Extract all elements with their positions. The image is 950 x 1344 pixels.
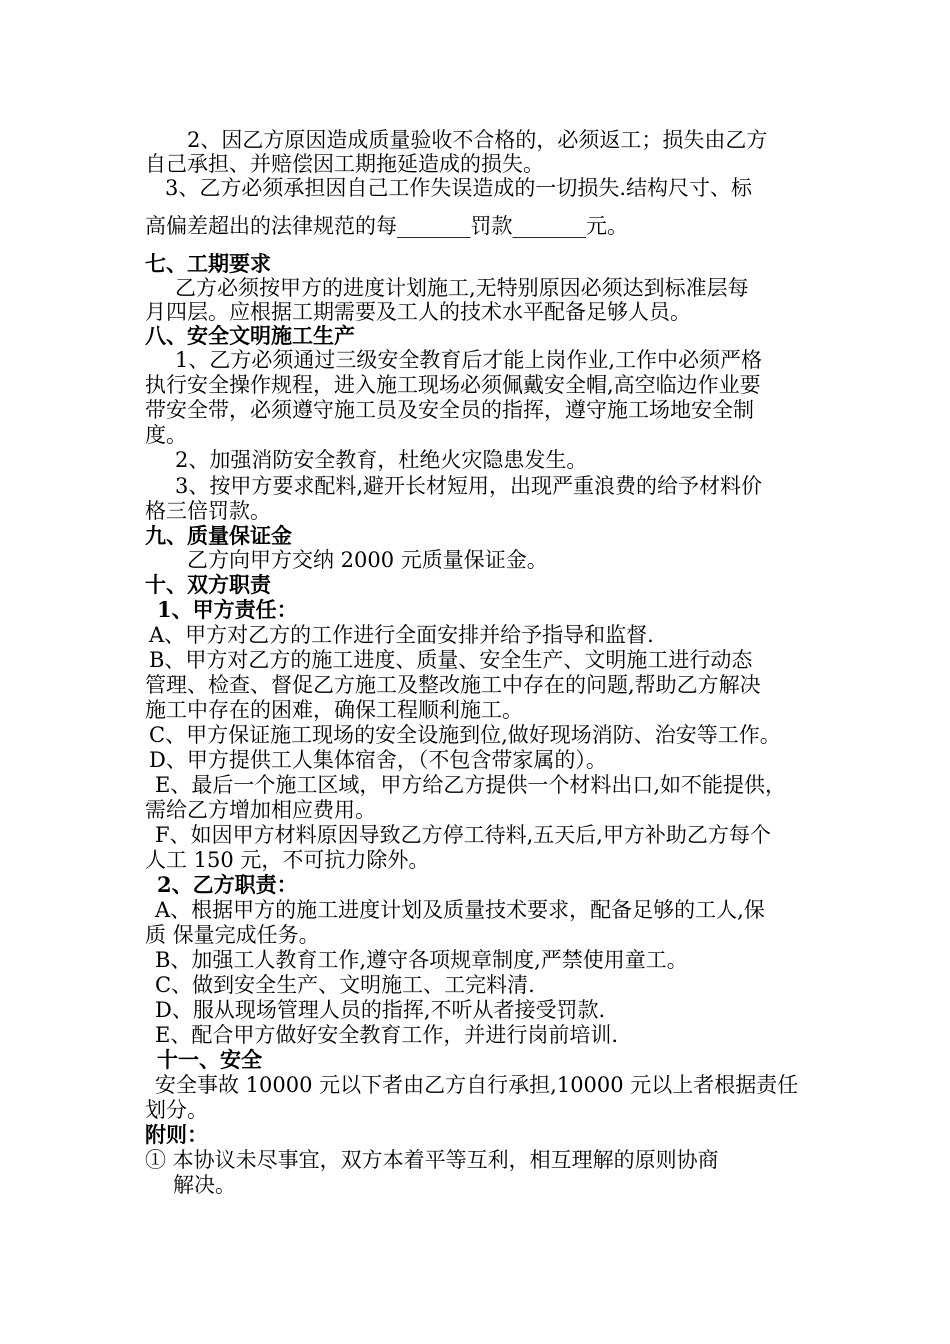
- text-line: A、根据甲方的施工进度计划及质量技术要求，配备足够的工人,保: [155, 898, 765, 922]
- sub-heading: 2、乙方职责：: [157, 872, 298, 897]
- text-line: F、如因甲方材料原因导致乙方停工待料,五天后,甲方补助乙方每个: [155, 823, 771, 847]
- text-line: 格三倍罚款。: [145, 499, 271, 523]
- text-line: 2、加强消防安全教育，杜绝火灾隐患发生。: [175, 448, 588, 472]
- text-line: 管理、检查、督促乙方施工及整改施工中存在的问题,帮助乙方解决: [145, 673, 761, 697]
- text-line: 人工 150 元，不可抗力除外。: [145, 848, 430, 872]
- text-line: 质 保量完成任务。: [145, 923, 320, 947]
- section-heading: 十一、安全: [157, 1047, 262, 1072]
- text-line: A、甲方对乙方的工作进行全面安排并给予指导和监督.: [149, 623, 654, 647]
- text-line: B、甲方对乙方的施工进度、质量、安全生产、文明施工进行动态: [149, 648, 753, 672]
- text-line: E、最后一个施工区域，甲方给乙方提供一个材料出口,如不能提供，: [155, 773, 787, 797]
- text-line: 度。: [145, 423, 187, 447]
- text-line: 施工中存在的困难，确保工程顺利施工。: [145, 698, 523, 722]
- text-line: 2、因乙方原因造成质量验收不合格的，必须返工；损失由乙方: [187, 128, 768, 152]
- text-line: 3、按甲方要求配料,避开长材短用，出现严重浪费的给予材料价: [175, 474, 763, 498]
- text-line: 高偏差超出的法律规范的每_______罚款_______元。: [145, 214, 628, 238]
- text-line: 安全事故 10000 元以下者由乙方自行承担,10000 元以上者根据责任: [155, 1073, 799, 1097]
- text-line: 自己承担、并赔偿因工期拖延造成的损失。: [145, 152, 544, 176]
- section-heading: 附则：: [145, 1122, 208, 1147]
- section-heading: 七、工期要求: [145, 251, 271, 276]
- text-line: 解决。: [173, 1173, 236, 1197]
- text-line: D、甲方提供工人集体宿舍，（不包含带家属的）。: [149, 748, 607, 772]
- section-heading: 十、双方职责: [145, 572, 271, 597]
- section-heading: 九、质量保证金: [145, 523, 292, 548]
- text-line: 3、乙方必须承担因自己工作失误造成的一切损失.结构尺寸、标: [165, 176, 753, 200]
- text-line: 划分。: [145, 1098, 208, 1122]
- text-line: 月四层。应根据工期需要及工人的技术水平配备足够人员。: [145, 300, 691, 324]
- text-line: 带安全带，必须遵守施工员及安全员的指挥，遵守施工场地安全制: [145, 398, 754, 422]
- text-line: 需给乙方增加相应费用。: [145, 798, 376, 822]
- text-line: C、甲方保证施工现场的安全设施到位,做好现场消防、治安等工作。: [149, 723, 781, 747]
- text-line: ① 本协议未尽事宜，双方本着平等互利，相互理解的原则协商: [145, 1148, 719, 1172]
- text-line: D、服从现场管理人员的指挥,不听从者接受罚款.: [155, 998, 606, 1022]
- text-line: E、配合甲方做好安全教育工作，并进行岗前培训.: [155, 1023, 619, 1047]
- sub-heading: 1、甲方责任：: [157, 597, 298, 622]
- text-line: B、加强工人教育工作,遵守各项规章制度,严禁使用童工。: [155, 948, 688, 972]
- text-line: 乙方必须按甲方的进度计划施工,无特别原因必须达到标准层每: [175, 276, 749, 300]
- text-line: 1、乙方必须通过三级安全教育后才能上岗作业,工作中必须严格: [175, 348, 763, 372]
- text-line: 执行安全操作规程，进入施工现场必须佩戴安全帽,高空临边作业要: [145, 373, 761, 397]
- text-line: C、做到安全生产、文明施工、工完料清.: [155, 973, 535, 997]
- text-line: 乙方向甲方交纳 2000 元质量保证金。: [187, 548, 548, 572]
- section-heading: 八、安全文明施工生产: [145, 323, 355, 348]
